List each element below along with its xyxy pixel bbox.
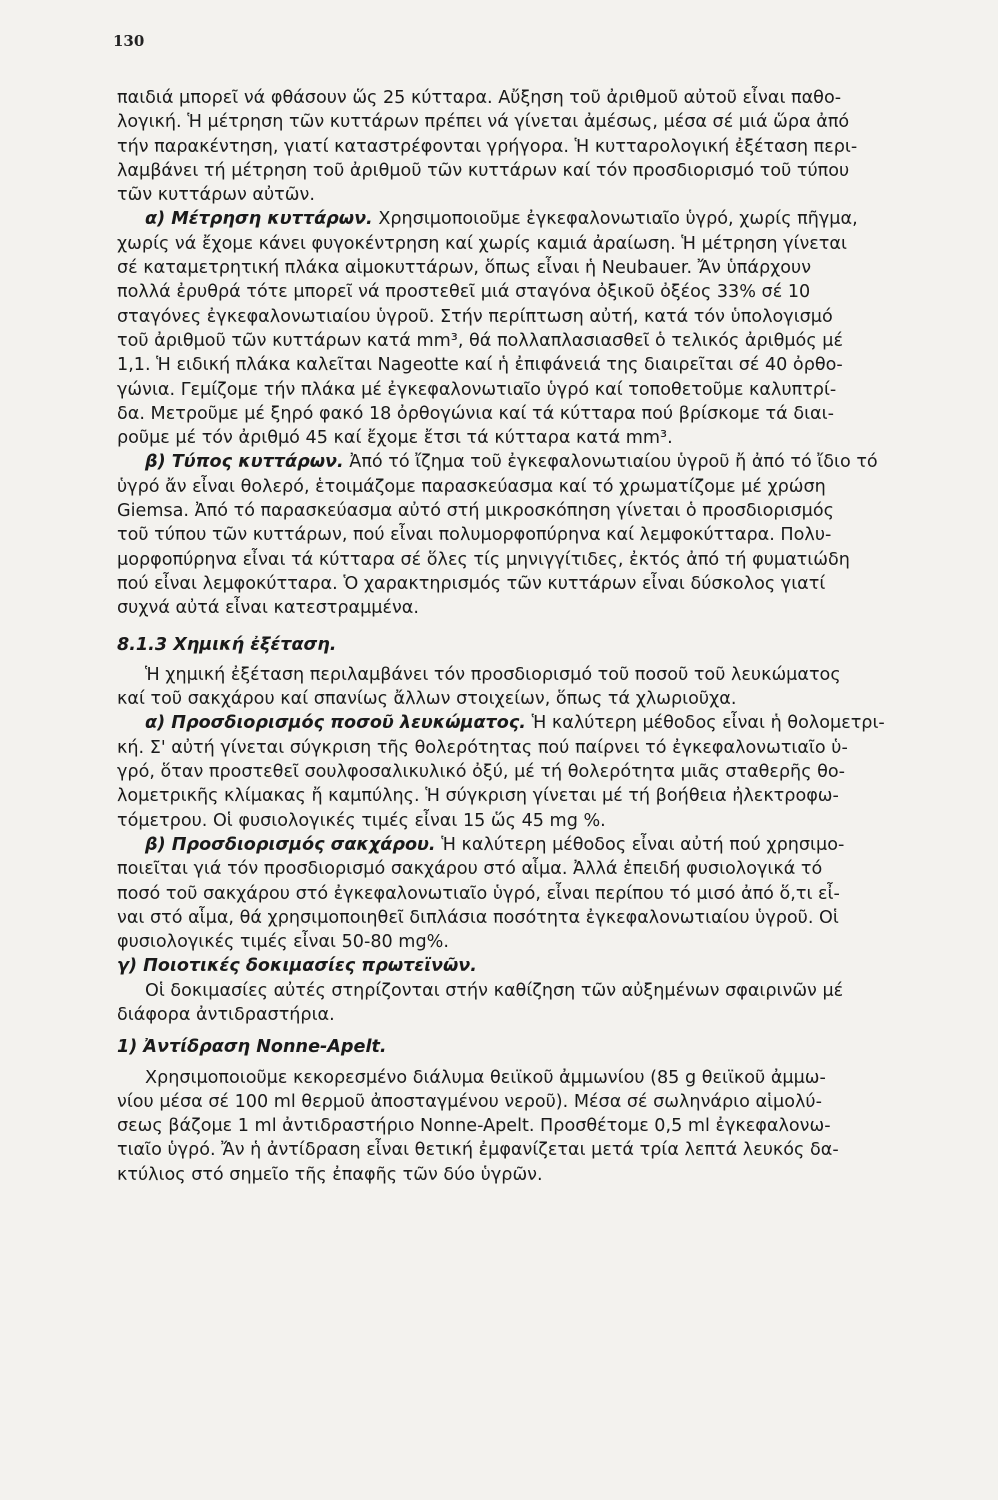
subheading-sugar: β) Προσδιορισμός σακχάρου.	[145, 834, 436, 855]
text-line: τοῦ τύπου τῶν κυττάρων, πού εἶναι πολυμορφοπύρηνα καί λεμφοκύτταρα. Πολυ-	[117, 525, 832, 546]
text-run: Ἡ καλύτερη μέθοδος εἶναι αὐτή πού χρησιμο-	[435, 834, 845, 855]
section-heading: 8.1.3 Χημική ἐξέταση.	[117, 634, 337, 655]
text-line: παιδιά μπορεῖ νά φθάσουν ὥς 25 κύτταρα. Αὔξηση τοῦ ἀριθμοῦ αὐτοῦ εἶναι παθο-	[117, 88, 842, 108]
body-text	[117, 86, 962, 1187]
subsection-sugar-first-line	[117, 833, 962, 857]
text-line: λογική. Ἡ μέτρηση τῶν κυττάρων πρέπει νά γίνεται ἀμέσως, μέσα σέ μιά ὥρα ἀπό	[117, 112, 850, 133]
text-line: λομετρικῆς κλίμακας ἤ καμπύλης. Ἡ σύγκριση γίνεται μέ τή βοήθεια ἠλεκτροφω-	[117, 786, 839, 807]
page-number: 130	[113, 32, 145, 50]
text-line: Χρησιμοποιοῦμε κεκορεσμένο διάλυμα θειϊκοῦ ἀμμωνίου (85 g θειϊκοῦ ἀμμω-	[145, 1067, 826, 1088]
subsection-a-first-line	[117, 207, 962, 231]
text-line: δα. Μετροῦμε μέ ξηρό φακό 18 ὀρθογώνια καί τά κύτταρα πού βρίσκομε τά διαι-	[117, 403, 834, 424]
text-line: Giemsa. Ἀπό τό παρασκεύασμα αὐτό στή μικροσκόπηση γίνεται ὁ προσδιορισμός	[117, 501, 834, 522]
text-line: πού εἶναι λεμφοκύτταρα. Ὁ χαρακτηρισμός τῶν κυττάρων εἶναι δύσκολος γιατί	[117, 573, 826, 594]
subheading-cell-count: α) Μέτρηση κυττάρων.	[145, 209, 373, 230]
text-line: χωρίς νά ἔχομε κάνει φυγοκέντρηση καί χωρίς καμιά ἀραίωση. Ἡ μέτρηση γίνεται	[117, 233, 847, 254]
text-line: σεως βάζομε 1 ml ἀντιδραστήριο Nonne-Apelt. Προσθέτομε 0,5 ml ἐγκεφαλονω-	[117, 1116, 831, 1137]
text-line: Ἡ χημική ἐξέταση περιλαμβάνει τόν προσδιορισμό τοῦ ποσοῦ τοῦ λευκώματος	[145, 664, 841, 685]
text-line: τόμετρου. Οἱ φυσιολογικές τιμές εἶναι 15 ὥς 45 mg %.	[117, 810, 606, 831]
text-line: λαμβάνει τή μέτρηση τοῦ ἀριθμοῦ τῶν κυττάρων καί τόν προσδιορισμό τοῦ τύπου	[117, 160, 850, 181]
subheading-protein: α) Προσδιορισμός ποσοῦ λευκώματος.	[145, 713, 526, 734]
text-line: γρό, ὅταν προστεθεῖ σουλφοσαλικυλικό ὀξύ, μέ τή θολερότητα μιᾶς σταθερῆς θο-	[117, 762, 846, 783]
text-line: κτύλιος στό σημεῖο τῆς ἐπαφῆς τῶν δύο ὑγρῶν.	[117, 1164, 543, 1185]
text-line: Οἱ δοκιμασίες αὐτές στηρίζονται στήν καθίζηση τῶν αὐξημένων σφαιρινῶν μέ	[145, 980, 844, 1001]
text-run: Ἡ καλύτερη μέθοδος εἶναι ἡ θολομετρι-	[526, 713, 885, 734]
text-line: ποσό τοῦ σακχάρου στό ἐγκεφαλονωτιαῖο ὑγρό, εἶναι περίπου τό μισό ἀπό ὅ,τι εἶ-	[117, 883, 840, 904]
subheading-nonne-apelt: 1) Ἀντίδραση Nonne-Apelt.	[117, 1037, 387, 1058]
text-line: νίου μέσα σέ 100 ml θερμοῦ ἀποσταγμένου νεροῦ). Μέσα σέ σωληνάριο αἱμολύ-	[117, 1091, 822, 1112]
text-line: πολλά ἐρυθρά τότε μπορεῖ νά προστεθεῖ μιά σταγόνα ὀξικοῦ ὀξέος 33% σέ 10	[117, 282, 811, 303]
text-line: τιαῖο ὑγρό. Ἄν ἡ ἀντίδραση εἶναι θετική ἐμφανίζεται μετά τρία λεπτά λευκός δα-	[117, 1140, 839, 1161]
subsection-protein-first-line	[117, 711, 962, 735]
text-line: 1,1. Ἡ ειδική πλάκα καλεῖται Nageotte καί ἡ ἐπιφάνειά της διαιρεῖται σέ 40 ὀρθο-	[117, 355, 843, 376]
text-line: τῶν κυττάρων αὐτῶν.	[117, 185, 315, 206]
text-line: καί τοῦ σακχάρου καί σπανίως ἄλλων στοιχείων, ὅπως τά χλωριοῦχα.	[117, 689, 737, 710]
text-line: ποιεῖται γιά τόν προσδιορισμό σακχάρου στό αἷμα. Ἀλλά ἐπειδή φυσιολογικά τό	[117, 859, 823, 880]
text-line: κή. Σ' αὐτή γίνεται σύγκριση τῆς θολερότητας πού παίρνει τό ἐγκεφαλονωτιαῖο ὑ-	[117, 737, 848, 758]
text-run: Χρησιμοποιοῦμε ἐγκεφαλονωτιαῖο ὑγρό, χωρίς πῆγμα,	[372, 209, 858, 230]
text-line: διάφορα ἀντιδραστήρια.	[117, 1004, 335, 1025]
text-line: μορφοπύρηνα εἶναι τά κύτταρα σέ ὅλες τίς μηνιγγίτιδες, ἐκτός ἀπό τή φυματιώδη	[117, 549, 850, 570]
subsection-b-first-line	[117, 450, 962, 474]
text-line: τήν παρακέντηση, γιατί καταστρέφονται γρήγορα. Ἡ κυτταρολογική ἐξέταση περι-	[117, 136, 858, 157]
text-line: ροῦμε μέ τόν ἀριθμό 45 καί ἔχομε ἔτσι τά κύτταρα κατά mm³.	[117, 428, 673, 449]
text-line: ὑγρό ἄν εἶναι θολερό, ἑτοιμάζομε παρασκεύασμα καί τό χρωματίζομε μέ χρώση	[117, 476, 826, 497]
text-line: συχνά αὐτά εἶναι κατεστραμμένα.	[117, 598, 419, 619]
text-line: ναι στό αἷμα, θά χρησιμοποιηθεῖ διπλάσια ποσότητα ἐγκεφαλονωτιαίου ὑγροῦ. Οἱ	[117, 907, 839, 928]
text-line: φυσιολογικές τιμές εἶναι 50-80 mg%.	[117, 932, 449, 953]
subheading-cell-type: β) Τύπος κυττάρων.	[145, 452, 344, 473]
text-line: σταγόνες ἐγκεφαλονωτιαίου ὑγροῦ. Στήν περίπτωση αὐτή, κατά τόν ὑπολογισμό	[117, 306, 833, 327]
text-line: τοῦ ἀριθμοῦ τῶν κυττάρων κατά mm³, θά πολλαπλασιασθεῖ ὁ τελικός ἀριθμός μέ	[117, 330, 843, 351]
subheading-qualitative-tests: γ) Ποιοτικές δοκιμασίες πρωτεϊνῶν.	[117, 956, 477, 977]
text-line: γώνια. Γεμίζομε τήν πλάκα μέ ἐγκεφαλονωτιαῖο ὑγρό καί τοποθετοῦμε καλυπτρί-	[117, 379, 837, 400]
text-run: Ἀπό τό ἴζημα τοῦ ἐγκεφαλονωτιαίου ὑγροῦ ἤ ἀπό τό ἴδιο τό	[343, 452, 878, 473]
text-line: σέ καταμετρητική πλάκα αἱμοκυττάρων, ὅπως εἶναι ἡ Neubauer. Ἄν ὑπάρχουν	[117, 258, 812, 279]
